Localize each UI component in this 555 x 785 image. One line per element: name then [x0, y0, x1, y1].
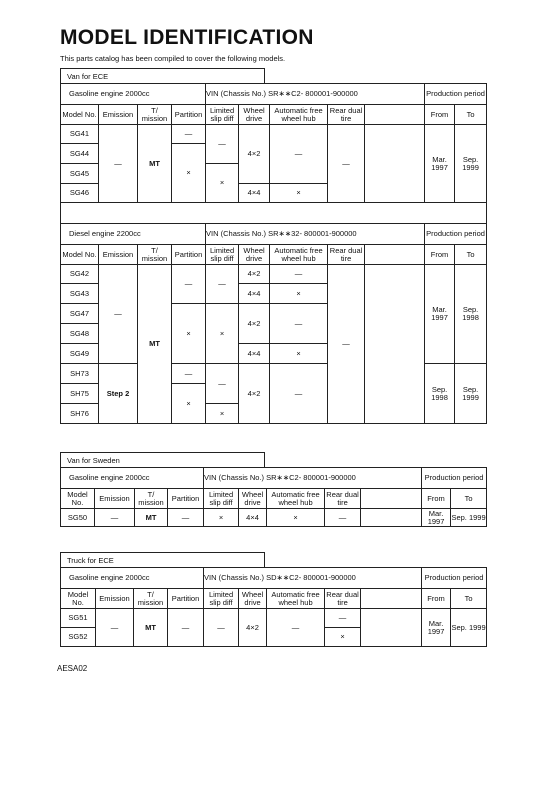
- model-header: Model No.: [61, 105, 99, 125]
- blank-cell: [365, 265, 425, 424]
- from-header: From: [422, 489, 451, 509]
- to-cell: Sep. 1999: [451, 609, 487, 647]
- production-header: Production period: [425, 224, 487, 245]
- rear-cell: —: [328, 125, 365, 203]
- partition-header: Partition: [168, 489, 204, 509]
- emission-header: Emission: [99, 105, 138, 125]
- hub-header: Automatic free wheel hub: [270, 105, 328, 125]
- wheel-cell: 4×4: [239, 344, 270, 364]
- tmission-header: T/ mission: [138, 105, 172, 125]
- blank-cell: [361, 489, 422, 509]
- partition-cell: ×: [172, 304, 206, 364]
- vin-label: VIN (Chassis No.) SR∗∗32- 800001-900000: [206, 224, 425, 245]
- emission-cell: —: [96, 609, 134, 647]
- lsd-cell: ×: [204, 509, 239, 527]
- model-cell: SG42: [61, 265, 99, 284]
- wheel-cell: 4×2: [239, 364, 270, 424]
- to-header: To: [455, 105, 487, 125]
- production-header: Production period: [422, 468, 487, 489]
- section-caption: Van for ECE: [60, 68, 265, 83]
- from-cell: Mar. 1997: [422, 609, 451, 647]
- van-ece-section: [60, 68, 486, 424]
- hub-cell: —: [270, 125, 328, 184]
- emission-cell: Step 2: [99, 364, 138, 424]
- model-cell: SG51: [61, 609, 96, 628]
- rear-header: Rear dual tire: [326, 489, 359, 507]
- partition-header: Partition: [172, 245, 206, 265]
- engine-label: Gasoline engine 2000cc: [61, 84, 206, 105]
- blank-cell: [365, 105, 425, 125]
- page-title: MODEL IDENTIFICATION: [60, 26, 314, 49]
- engine-label: Gasoline engine 2000cc: [61, 568, 204, 589]
- from-cell: Mar. 1997: [425, 265, 455, 364]
- blank-cell: [361, 609, 422, 647]
- model-cell: SG44: [61, 144, 99, 164]
- model-cell: SH76: [61, 404, 99, 424]
- vin-label: VIN (Chassis No.) SR∗∗C2- 800001-900000: [204, 468, 422, 489]
- hub-header: Automatic free wheel hub: [267, 589, 325, 609]
- model-header: Model No.: [61, 589, 96, 609]
- lsd-cell: —: [204, 609, 239, 647]
- from-header: From: [425, 245, 455, 265]
- hub-cell: ×: [270, 344, 328, 364]
- blank-cell: [361, 509, 422, 527]
- wheel-cell: 4×4: [239, 509, 267, 527]
- blank-cell: [365, 245, 425, 265]
- tmission-header: T/ mission: [138, 245, 172, 265]
- partition-header: Partition: [172, 105, 206, 125]
- hub-header: Automatic free wheel hub: [267, 489, 325, 509]
- to-header: To: [451, 489, 487, 509]
- van-sweden-section: [60, 452, 486, 527]
- wheel-header: Wheel drive: [239, 489, 267, 509]
- lsd-cell: —: [206, 364, 239, 404]
- lsd-header: Limited slip diff: [204, 489, 239, 509]
- section-caption: Van for Sweden: [60, 452, 265, 467]
- rear-header: Rear dual tire: [326, 589, 359, 607]
- lsd-header: Limited slip diff: [206, 105, 239, 125]
- to-header: To: [455, 245, 487, 265]
- model-cell: SH73: [61, 364, 99, 384]
- hub-header: Automatic free wheel hub: [270, 245, 328, 265]
- hub-cell: —: [270, 265, 328, 284]
- hub-cell: ×: [270, 184, 328, 203]
- model-cell: SG43: [61, 284, 99, 304]
- model-cell: SG41: [61, 125, 99, 144]
- wheel-header: Wheel drive: [239, 245, 270, 265]
- tmission-header: T/ mission: [134, 589, 168, 609]
- engine-label: Gasoline engine 2000cc: [61, 468, 204, 489]
- to-cell: Sep. 1998: [455, 265, 487, 364]
- rear-header: Rear dual tire: [328, 245, 365, 265]
- vin-label: VIN (Chassis No.) SR∗∗C2- 800001-900000: [206, 84, 425, 105]
- engine-label: Diesel engine 2200cc: [61, 224, 206, 245]
- van-sweden-table: [60, 467, 487, 527]
- lsd-cell: ×: [206, 164, 239, 203]
- hub-cell: ×: [270, 284, 328, 304]
- lsd-cell: ×: [206, 304, 239, 364]
- model-cell: SG45: [61, 164, 99, 184]
- hub-cell: —: [270, 364, 328, 424]
- lsd-cell: —: [206, 265, 239, 304]
- model-header: Model No.: [61, 489, 95, 509]
- from-cell: Mar. 1997: [425, 125, 455, 203]
- vin-label: VIN (Chassis No.) SD∗∗C2- 800001-900000: [204, 568, 422, 589]
- emission-header: Emission: [95, 489, 135, 509]
- tmission-cell: MT: [134, 609, 168, 647]
- emission-cell: —: [99, 265, 138, 364]
- partition-header: Partition: [168, 589, 204, 609]
- wheel-cell: 4×2: [239, 609, 267, 647]
- hub-cell: ×: [267, 509, 325, 527]
- partition-cell: —: [172, 364, 206, 384]
- model-cell: SG50: [61, 509, 95, 527]
- partition-cell: —: [168, 509, 204, 527]
- hub-cell: —: [267, 609, 325, 647]
- partition-cell: ×: [172, 384, 206, 424]
- partition-cell: —: [172, 125, 206, 144]
- model-cell: SG52: [61, 628, 96, 647]
- wheel-header: Wheel drive: [239, 589, 267, 609]
- lsd-header: Limited slip diff: [206, 245, 239, 265]
- from-header: From: [422, 589, 451, 609]
- partition-cell: ×: [172, 144, 206, 203]
- wheel-header: Wheel drive: [239, 105, 270, 125]
- partition-cell: —: [168, 609, 204, 647]
- emission-header: Emission: [99, 245, 138, 265]
- page-code: AESA02: [57, 664, 88, 673]
- emission-cell: —: [95, 509, 135, 527]
- production-header: Production period: [422, 568, 487, 589]
- rear-cell: —: [328, 265, 365, 424]
- blank-cell: [361, 589, 422, 609]
- from-cell: Sep. 1998: [425, 364, 455, 424]
- partition-cell: —: [172, 265, 206, 304]
- model-cell: SG49: [61, 344, 99, 364]
- production-header: Production period: [425, 84, 487, 105]
- to-cell: Sep. 1999: [455, 364, 487, 424]
- group-separator: [61, 203, 487, 224]
- emission-cell: —: [99, 125, 138, 203]
- wheel-cell: 4×4: [239, 184, 270, 203]
- model-cell: SG46: [61, 184, 99, 203]
- page-subtitle: This parts catalog has been compiled to cover the following models.: [60, 54, 286, 63]
- tmission-header: T/ mission: [135, 489, 168, 509]
- model-cell: SH75: [61, 384, 99, 404]
- rear-header: Rear dual tire: [328, 105, 365, 125]
- to-cell: Sep. 1999: [451, 509, 487, 527]
- model-cell: SG48: [61, 324, 99, 344]
- rear-cell: ×: [325, 628, 361, 647]
- lsd-cell: ×: [206, 404, 239, 424]
- from-header: From: [425, 105, 455, 125]
- tmission-cell: MT: [138, 125, 172, 203]
- from-cell: Mar. 1997: [422, 509, 451, 527]
- lsd-cell: —: [206, 125, 239, 164]
- section-caption: Truck for ECE: [60, 552, 265, 567]
- wheel-cell: 4×2: [239, 304, 270, 344]
- model-header: Model No.: [61, 245, 99, 265]
- model-cell: SG47: [61, 304, 99, 324]
- truck-ece-table: [60, 567, 487, 647]
- rear-cell: —: [325, 609, 361, 628]
- wheel-cell: 4×2: [239, 125, 270, 184]
- tmission-cell: MT: [135, 509, 168, 527]
- wheel-cell: 4×4: [239, 284, 270, 304]
- rear-cell: —: [325, 509, 361, 527]
- lsd-header: Limited slip diff: [204, 589, 239, 609]
- to-header: To: [451, 589, 487, 609]
- truck-ece-section: [60, 552, 486, 647]
- tmission-cell: MT: [138, 265, 172, 424]
- blank-cell: [365, 125, 425, 203]
- hub-cell: —: [270, 304, 328, 344]
- van-ece-table: [60, 83, 487, 424]
- emission-header: Emission: [96, 589, 134, 609]
- to-cell: Sep. 1999: [455, 125, 487, 203]
- wheel-cell: 4×2: [239, 265, 270, 284]
